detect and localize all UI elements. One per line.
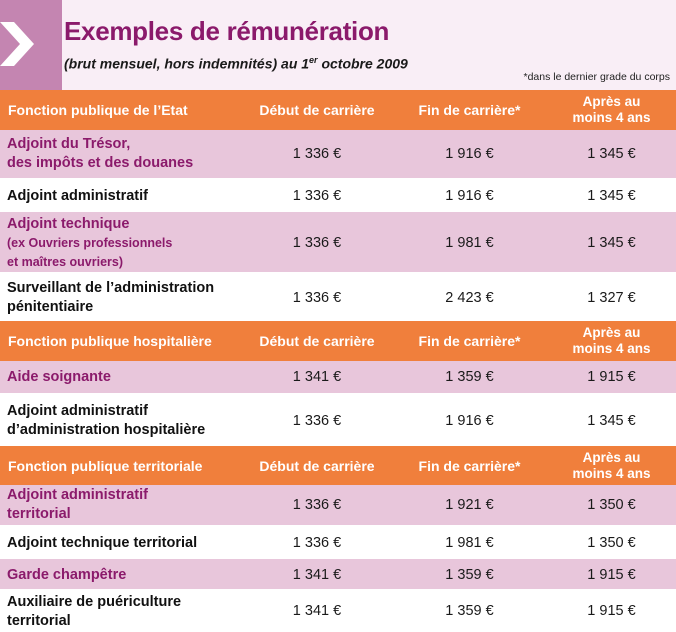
- job-title-line: et maîtres ouvriers): [7, 255, 124, 269]
- salary-apres: 1 350 €: [547, 527, 676, 561]
- col-header-apres: [547, 446, 676, 485]
- subtitle-end: octobre 2009: [317, 55, 408, 72]
- table-row: [0, 361, 676, 395]
- salary-debut: 1 341 €: [242, 361, 392, 395]
- job-title: [0, 361, 242, 395]
- job-title-line: Surveillant de l’administration: [7, 280, 215, 296]
- salary-fin: 1 981 €: [392, 527, 547, 561]
- section-title: Fonction publique hospitalière: [0, 321, 242, 361]
- col-header-apres-line1: Après au: [582, 325, 641, 340]
- salary-apres: 1 915 €: [547, 591, 676, 632]
- salary-fin: 1 916 €: [392, 395, 547, 447]
- salary-fin: 1 359 €: [392, 361, 547, 395]
- col-header-fin: Fin de carrière*: [392, 90, 547, 130]
- job-title-line: d’administration hospitalière: [7, 422, 206, 438]
- job-title-line: Adjoint administratif: [7, 487, 148, 503]
- salary-debut: 1 336 €: [242, 214, 392, 274]
- table-row: [0, 214, 676, 274]
- table-row: [0, 274, 676, 322]
- salary-debut: 1 336 €: [242, 180, 392, 214]
- table-row: [0, 485, 676, 527]
- salary-table: [0, 90, 676, 631]
- col-header-apres: [547, 321, 676, 361]
- salary-fin: 2 423 €: [392, 274, 547, 322]
- col-header-apres-line2: moins 4 ans: [572, 465, 651, 481]
- table-row: [0, 561, 676, 591]
- job-title-line: Adjoint administratif: [7, 188, 148, 204]
- job-title: [0, 591, 242, 632]
- col-header-apres: [547, 90, 676, 130]
- salary-fin: 1 359 €: [392, 561, 547, 591]
- salary-debut: 1 336 €: [242, 274, 392, 322]
- job-title-line: (ex Ouvriers professionnels: [7, 236, 173, 250]
- job-title-line: territorial: [7, 612, 71, 629]
- col-header-debut: Début de carrière: [242, 446, 392, 485]
- salary-apres: 1 345 €: [547, 180, 676, 214]
- title-area: [62, 0, 676, 90]
- salary-debut: 1 336 €: [242, 130, 392, 180]
- side-band: [0, 0, 62, 90]
- col-header-fin: Fin de carrière*: [392, 446, 547, 485]
- table-row: [0, 130, 676, 180]
- job-title-line: territorial: [7, 506, 71, 522]
- salary-fin: 1 921 €: [392, 485, 547, 527]
- job-title-line: Adjoint technique territorial: [7, 535, 198, 551]
- salary-fin: 1 916 €: [392, 180, 547, 214]
- salary-apres: 1 345 €: [547, 214, 676, 274]
- page-title: Exemples de rémunération: [64, 16, 390, 46]
- job-title-line: Auxiliaire de puériculture: [7, 593, 182, 610]
- subtitle-sup: er: [309, 55, 318, 65]
- salary-apres: 1 915 €: [547, 361, 676, 395]
- salary-apres: 1 345 €: [547, 130, 676, 180]
- col-header-apres-line2: moins 4 ans: [572, 110, 651, 125]
- section-header: [0, 90, 676, 130]
- salary-fin: 1 916 €: [392, 130, 547, 180]
- job-title-line: Adjoint administratif: [7, 403, 148, 419]
- col-header-apres-line1: Après au: [582, 94, 641, 109]
- section-header: [0, 446, 676, 485]
- salary-debut: 1 336 €: [242, 485, 392, 527]
- salary-debut: 1 341 €: [242, 591, 392, 632]
- job-title-line: Aide soignante: [7, 368, 111, 385]
- table-row: [0, 180, 676, 214]
- job-title: [0, 561, 242, 591]
- col-header-apres-line1: Après au: [582, 449, 641, 465]
- job-title: [0, 485, 242, 527]
- job-title: [0, 130, 242, 180]
- col-header-debut: Début de carrière: [242, 321, 392, 361]
- salary-apres: 1 345 €: [547, 395, 676, 447]
- table-row: [0, 527, 676, 561]
- salary-apres: 1 915 €: [547, 561, 676, 591]
- salary-debut: 1 336 €: [242, 395, 392, 447]
- salary-apres: 1 327 €: [547, 274, 676, 322]
- salary-fin: 1 359 €: [392, 591, 547, 632]
- subtitle-text: (brut mensuel, hors indemnités) au 1: [64, 55, 310, 72]
- salary-debut: 1 341 €: [242, 561, 392, 591]
- job-title-line: pénitentiaire: [7, 299, 94, 315]
- section-title: Fonction publique de l’Etat: [0, 90, 242, 130]
- job-title-line: des impôts et des douanes: [7, 155, 194, 171]
- job-title-line: Adjoint technique: [7, 216, 130, 232]
- footnote: *dans le dernier grade du corps: [523, 71, 670, 83]
- job-title: [0, 395, 242, 447]
- job-title: [0, 214, 242, 274]
- section-title: Fonction publique territoriale: [0, 446, 242, 485]
- job-title: [0, 180, 242, 214]
- table-row: [0, 591, 676, 632]
- salary-fin: 1 981 €: [392, 214, 547, 274]
- section-header: [0, 321, 676, 361]
- job-title-line: Garde champêtre: [7, 567, 127, 583]
- page-subtitle: [64, 55, 408, 72]
- job-title: [0, 527, 242, 561]
- salary-debut: 1 336 €: [242, 527, 392, 561]
- table-row: [0, 395, 676, 447]
- salary-apres: 1 350 €: [547, 485, 676, 527]
- col-header-apres-line2: moins 4 ans: [572, 341, 651, 356]
- col-header-fin: Fin de carrière*: [392, 321, 547, 361]
- chevron-right-icon: [0, 22, 36, 66]
- job-title-line: Adjoint du Trésor,: [7, 136, 131, 152]
- col-header-debut: Début de carrière: [242, 90, 392, 130]
- header: [0, 0, 676, 90]
- job-title: [0, 274, 242, 322]
